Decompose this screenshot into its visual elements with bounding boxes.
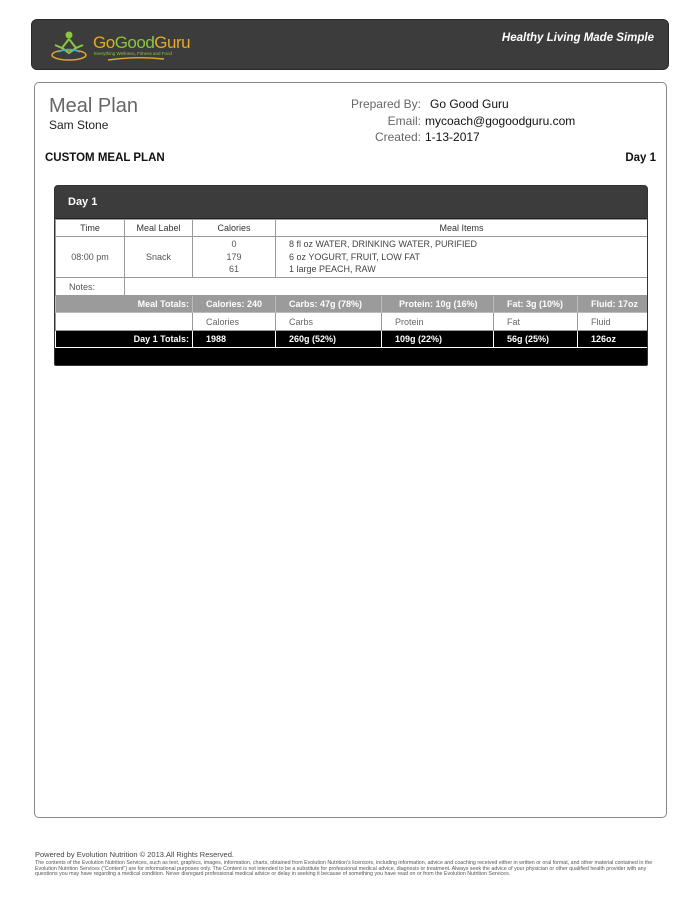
section-label: CUSTOM MEAL PLAN (45, 152, 165, 164)
subheader-fluid: Fluid (578, 313, 648, 331)
meal-totals-carbs: Carbs: 47g (78%) (276, 296, 382, 313)
meal-item: 1 large PEACH, RAW (289, 264, 376, 275)
meal-item: 6 oz YOGURT, FRUIT, LOW FAT (289, 251, 421, 262)
meal-items (276, 237, 648, 278)
page-title: Meal Plan (49, 95, 138, 117)
day-totals-fat: 56g (25%) (494, 331, 578, 348)
prepared-by-value: Go Good Guru (430, 97, 509, 111)
table-row (56, 237, 648, 278)
col-meal-label: Meal Label (125, 220, 193, 237)
created-value: 1-13-2017 (425, 130, 480, 144)
logo-wordmark: GoGoodGuru (93, 33, 191, 52)
meal-plan-document (34, 82, 667, 818)
calorie-value: 179 (226, 251, 242, 262)
day-totals-protein: 109g (22%) (382, 331, 494, 348)
client-name: Sam Stone (49, 118, 109, 132)
meal-calories (193, 237, 276, 278)
header-tagline: Healthy Living Made Simple (501, 32, 654, 44)
meal-label: Snack (125, 237, 193, 278)
day-totals-fluid: 126oz (578, 331, 648, 348)
notes-label: Notes: (56, 278, 125, 296)
col-meal-items: Meal Items (276, 220, 648, 237)
day-indicator: Day 1 (625, 152, 656, 164)
day-panel (54, 185, 648, 366)
meditating-figure-icon (50, 28, 88, 62)
col-calories: Calories (193, 220, 276, 237)
legal-disclaimer: The contents of the Evolution Nutrition Services, such as text, graphics, images, information, charts, obtained from Evolution Nutrition's licensors, including information, advice and coaching received either in written or oral format, and other material contained in the Evolution Nutrition Services ("Content") are for informational purposes only. The Content is not intended to be a substitute for professional medical advice, diagnosis or treatment. Always seek the advice of your physician or other qualified health provider with any questions you may have regarding a medical condition. Never disregard professional medical advice or delay in seeking it because of something you have read on or from the Evolution Nutrition Services. (35, 860, 653, 878)
day-totals-row (56, 331, 648, 348)
col-time: Time (56, 220, 125, 237)
go-good-guru-logo[interactable] (50, 28, 200, 62)
meal-totals-label: Meal Totals: (56, 296, 193, 313)
subheader-calories: Calories (193, 313, 276, 331)
meal-totals-fluid: Fluid: 17oz (578, 296, 648, 313)
subheader-protein: Protein (382, 313, 494, 331)
totals-subheader-row (56, 313, 648, 331)
meal-item: 8 fl oz WATER, DRINKING WATER, PURIFIED (289, 239, 478, 250)
subheader-carbs: Carbs (276, 313, 382, 331)
email-label: Email: (387, 113, 421, 128)
day-panel-footer (55, 348, 647, 365)
meal-table (55, 219, 648, 348)
notes-row (56, 278, 648, 296)
meal-totals-fat: Fat: 3g (10%) (494, 296, 578, 313)
calorie-value: 0 (231, 239, 237, 250)
meta-labels (265, 96, 421, 146)
created-label: Created: (374, 130, 421, 144)
calorie-value: 61 (228, 264, 239, 275)
email-value[interactable]: mycoach@gogoodguru.com (425, 113, 576, 128)
copyright-line: Powered by Evolution Nutrition © 2013.All Rights Reserved. (35, 850, 234, 859)
day-totals-carbs: 260g (52%) (276, 331, 382, 348)
day-totals-label: Day 1 Totals: (56, 331, 193, 348)
day-panel-title: Day 1 (55, 186, 647, 219)
logo-swoosh-icon (106, 56, 166, 62)
meal-time: 08:00 pm (56, 237, 125, 278)
subheader-fat: Fat (494, 313, 578, 331)
app-header (31, 19, 669, 70)
table-header-row (56, 220, 648, 237)
subheader-blank (56, 313, 193, 331)
meal-totals-protein: Protein: 10g (16%) (382, 296, 494, 313)
meal-totals-calories: Calories: 240 (193, 296, 276, 313)
prepared-by-label: Prepared By: (350, 97, 421, 111)
logo-tagline: Everything Wellness, Fitness and Food (94, 51, 172, 56)
page-footer (35, 850, 660, 878)
meal-totals-row (56, 296, 648, 313)
day-totals-calories: 1988 (193, 331, 276, 348)
meta-values (425, 96, 575, 146)
notes-value (125, 278, 648, 296)
